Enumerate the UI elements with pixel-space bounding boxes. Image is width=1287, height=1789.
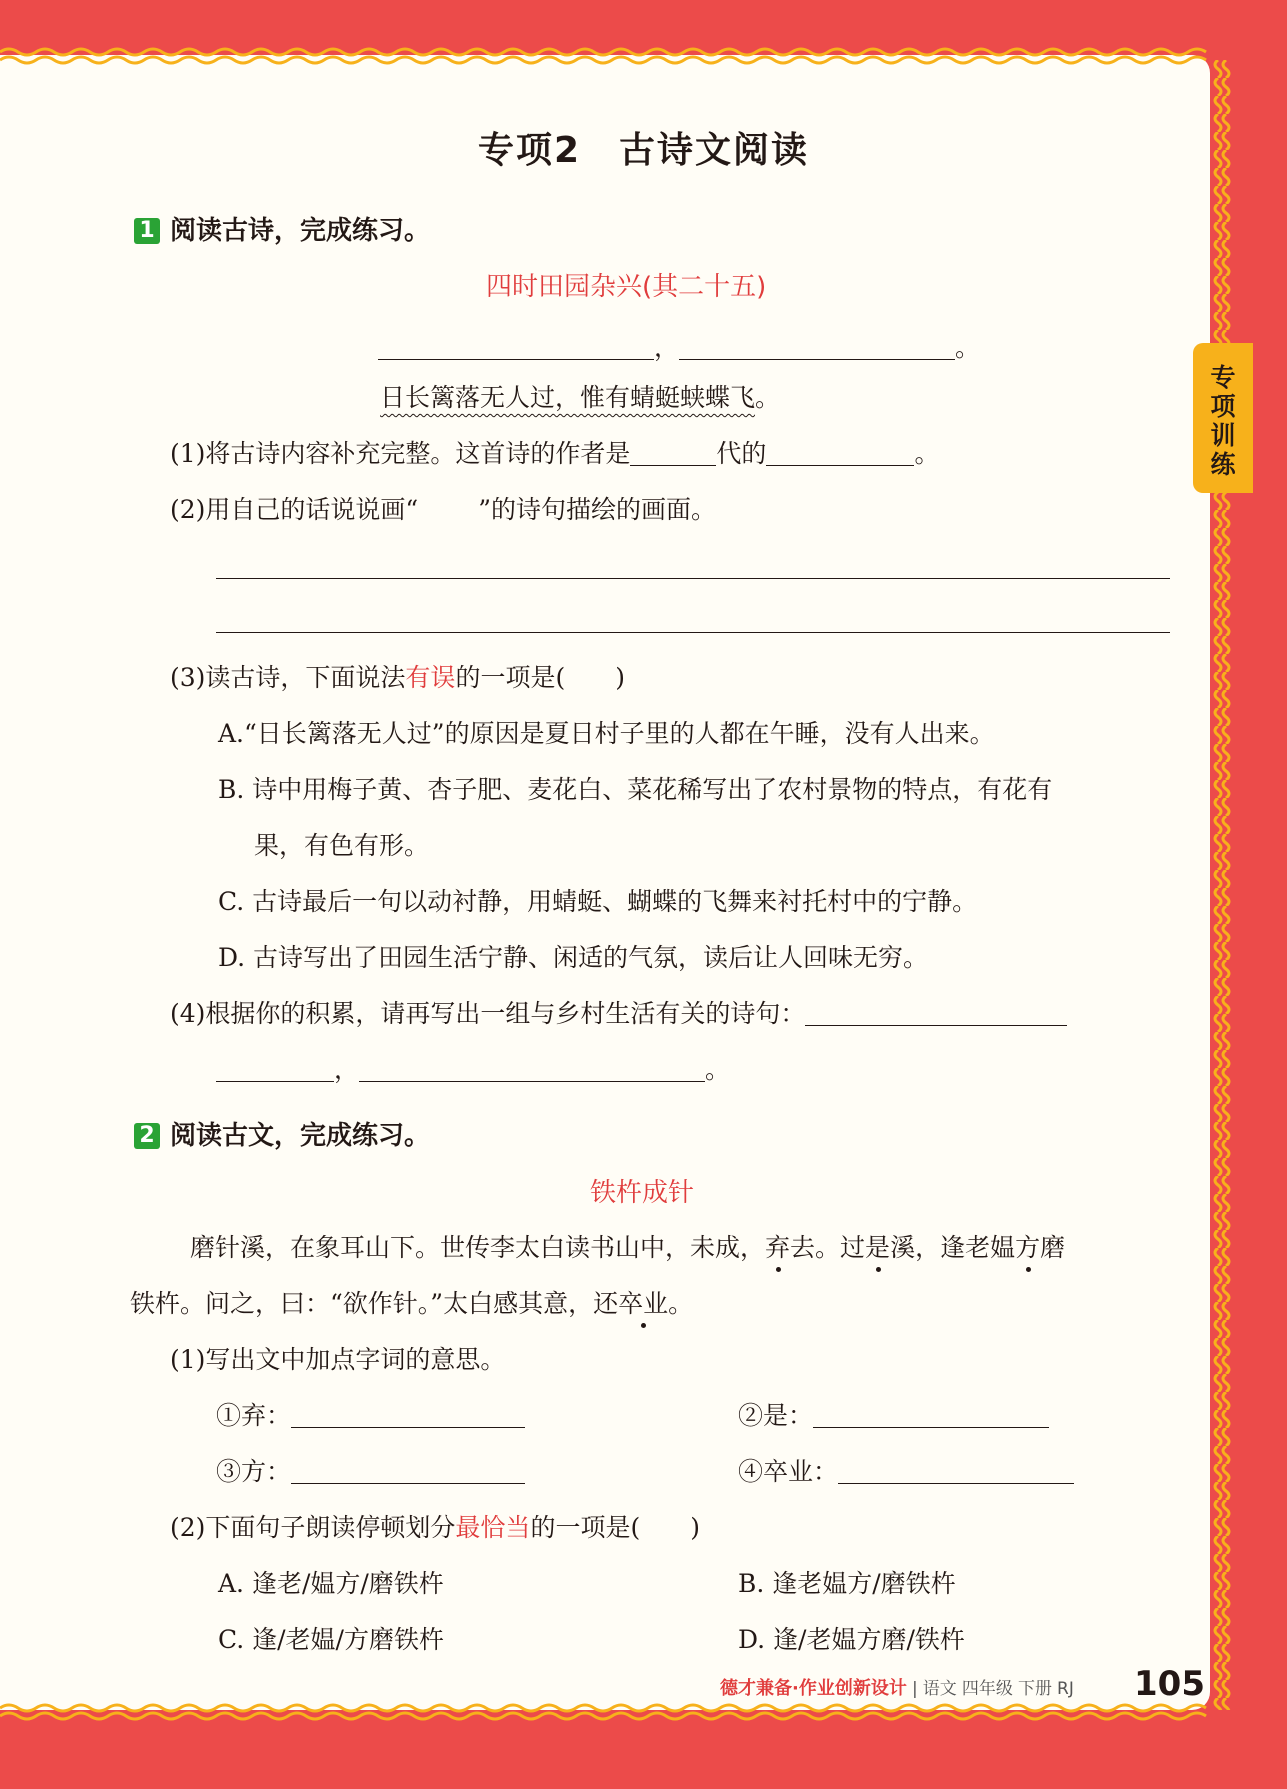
footer-subject: 语文 (922, 1679, 957, 1699)
side-tab-label: 专项训练 (1210, 363, 1236, 479)
q2-option-d: D. 逢/老媪方磨/铁杵 (738, 1625, 965, 1654)
answer-line-2[interactable] (216, 632, 1170, 633)
footer-volume: 下册 (1017, 1679, 1052, 1699)
q2-sub2-a: (2)下面句子朗读停顿划分 (170, 1513, 456, 1542)
q1-sub3-b: 的一项是( ) (455, 663, 625, 692)
passage-p1-c: 溪，逢老媪 (890, 1233, 1016, 1262)
poem-line2-end: 。 (755, 383, 781, 412)
dotted-char-fang: 方 (1015, 1233, 1041, 1262)
poem-blank-2[interactable] (679, 335, 955, 360)
text-title: 铁杵成针 (590, 1178, 695, 1208)
right-wave-border (1212, 60, 1234, 1710)
q1-sub4 (170, 994, 1067, 1030)
q1-sub1 (170, 434, 939, 470)
q1-sub4-line2 (216, 1050, 730, 1086)
passage-p1-d: 磨 (1040, 1233, 1066, 1262)
poem-blank-1[interactable] (378, 335, 654, 360)
footer (720, 1674, 1074, 1700)
word-2-blank[interactable] (813, 1403, 1049, 1428)
footer-edition: RJ (1057, 1679, 1074, 1699)
top-wave-border (0, 46, 1210, 68)
footer-grade: 四年级 (961, 1679, 1013, 1699)
q1-sub3 (170, 658, 625, 694)
word-3-blank[interactable] (291, 1459, 525, 1484)
right-wave-svg (1212, 60, 1234, 1710)
dotted-word-zuye: 卒业 (618, 1289, 669, 1318)
q1-sub4-text: (4)根据你的积累，请再写出一组与乡村生活有关的诗句： (170, 999, 806, 1028)
word-4-label: ④卒业： (738, 1457, 839, 1486)
q1-heading (134, 210, 430, 247)
answer-line-1[interactable] (216, 578, 1170, 579)
q1-option-a: A.“日长篱落无人过”的原因是夏日村子里的人都在午睡，没有人出来。 (218, 719, 995, 748)
passage-p2-end: 。 (668, 1289, 694, 1318)
q2-sub2 (170, 1508, 700, 1544)
passage-p1-b: 去。过 (790, 1233, 866, 1262)
dynasty-blank[interactable] (630, 441, 716, 466)
word-1 (216, 1396, 525, 1432)
q2-sub2-red: 最恰当 (455, 1513, 531, 1542)
verse-blank-1[interactable] (805, 1001, 1067, 1026)
q2-number-badge: 2 (134, 1123, 160, 1149)
q1-sub2-a: (2)用自己的话说说画“ (170, 495, 419, 524)
word-2-label: ②是： (738, 1401, 814, 1430)
verse-blank-3[interactable] (359, 1057, 705, 1082)
poem-line1-end: 。 (955, 333, 981, 362)
poem-line1 (378, 328, 980, 364)
q1-sub3-red: 有误 (405, 663, 456, 692)
q2-heading-text: 阅读古文，完成练习。 (170, 1121, 431, 1151)
q2-sub2-b: 的一项是( ) (530, 1513, 700, 1542)
word-3 (216, 1452, 525, 1488)
poem-line2-text: 日长篱落无人过，惟有蜻蜓蛱蝶飞 (380, 383, 756, 412)
q1-number-badge: 1 (134, 218, 160, 244)
q1-option-d: D. 古诗写出了田园生活宁静、闲适的气氛，读后让人回味无穷。 (218, 943, 929, 972)
word-1-blank[interactable] (291, 1403, 525, 1428)
page-number: 105 (1134, 1664, 1205, 1704)
bottom-wave-border (0, 1702, 1210, 1724)
q1-sub4-sep: ， (334, 1055, 360, 1084)
footer-sep: | (911, 1679, 918, 1699)
word-3-label: ③方： (216, 1457, 292, 1486)
author-blank[interactable] (766, 441, 914, 466)
q1-sub2 (170, 490, 716, 526)
q1-option-c: C. 古诗最后一句以动衬静，用蜻蜓、蝴蝶的飞舞来衬托村中的宁静。 (218, 887, 978, 916)
verse-blank-2[interactable] (216, 1057, 334, 1082)
footer-brand: 德才兼备·作业创新设计 (720, 1678, 907, 1699)
q1-sub2-b: ”的诗句描绘的画面。 (478, 495, 716, 524)
q2-option-b: B. 逢老媪方/磨铁杵 (738, 1569, 956, 1598)
q1-option-b-line2: 果，有色有形。 (254, 831, 430, 860)
word-1-label: ①弃： (216, 1401, 292, 1430)
q1-sub1-c: 。 (914, 439, 940, 468)
q1-sub3-a: (3)读古诗，下面说法 (170, 663, 406, 692)
dotted-char-shi: 是 (865, 1233, 891, 1262)
bottom-wave-svg (0, 1702, 1210, 1724)
q2-option-c: C. 逢/老媪/方磨铁杵 (218, 1625, 444, 1654)
word-2 (738, 1396, 1049, 1432)
passage-line1 (190, 1228, 1065, 1264)
word-4-blank[interactable] (838, 1459, 1074, 1484)
q1-sub4-end: 。 (705, 1055, 731, 1084)
passage-p1-a: 磨针溪，在象耳山下。世传李太白读书山中，未成， (190, 1233, 766, 1262)
q2-sub1: (1)写出文中加点字词的意思。 (170, 1345, 506, 1374)
word-4 (738, 1452, 1074, 1488)
poem-line2 (380, 378, 780, 414)
q2-heading (134, 1115, 430, 1152)
page-title: 专项2 古诗文阅读 (478, 130, 810, 171)
q1-sub1-b: 代的 (716, 439, 767, 468)
q2-option-a: A. 逢老/媪方/磨铁杵 (218, 1569, 444, 1598)
q1-sub1-a: (1)将古诗内容补充完整。这首诗的作者是 (170, 439, 631, 468)
poem-line1-sep: ， (654, 333, 680, 362)
passage-p2-a: 铁杵。问之，曰：“欲作针。”太白感其意，还 (130, 1289, 619, 1318)
passage-line2 (130, 1284, 693, 1320)
dotted-char-qi: 弃 (765, 1233, 791, 1262)
q1-option-b-line1: B. 诗中用梅子黄、杏子肥、麦花白、菜花稀写出了农村景物的特点，有花有 (218, 775, 1053, 804)
top-wave-svg (0, 46, 1210, 68)
poem-title: 四时田园杂兴(其二十五) (486, 272, 767, 302)
q1-heading-text: 阅读古诗，完成练习。 (170, 216, 431, 246)
